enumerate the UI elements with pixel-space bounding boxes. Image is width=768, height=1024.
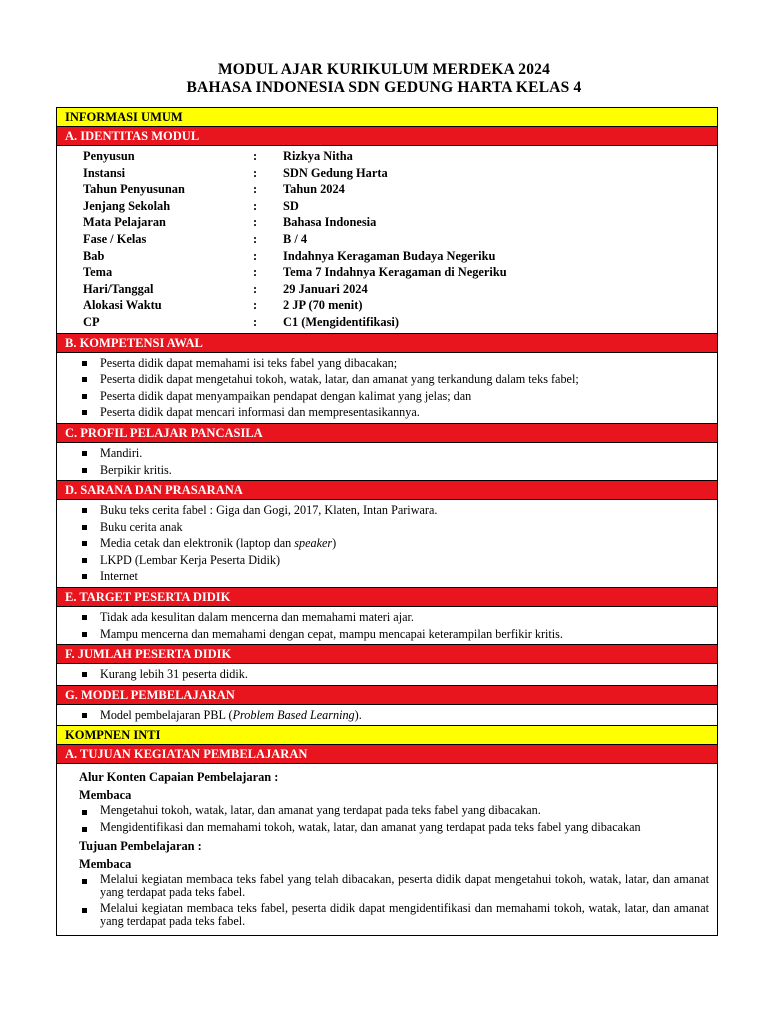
- model-item: Model pembelajaran PBL (Problem Based Learning).: [79, 707, 709, 724]
- identitas-list: [57, 146, 717, 334]
- target-item: Tidak ada kesulitan dalam mencerna dan memahami materi ajar.: [79, 609, 709, 626]
- identitas-key: Bab: [83, 248, 105, 263]
- sarana-item: Buku teks cerita fabel : Giga dan Gogi, 2017, Klaten, Intan Pariwara.: [79, 502, 709, 519]
- identitas-row: [83, 314, 709, 331]
- jumlah-item: Kurang lebih 31 peserta didik.: [79, 666, 709, 683]
- target-item: Mampu mencerna dan memahami dengan cepat, mampu mencapai keterampilan berfikir kritis.: [79, 626, 709, 643]
- module-table: [56, 107, 718, 936]
- identitas-key: Jenjang Sekolah: [83, 198, 171, 213]
- sarana-item: Buku cerita anak: [79, 519, 709, 536]
- identitas-key: Tema: [83, 265, 113, 280]
- kompetensi-item: Peserta didik dapat mengetahui tokoh, watak, latar, dan amanat yang terkandung dalam teks fabel;: [79, 371, 709, 388]
- alur-title: Alur Konten Capaian Pembelajaran :: [79, 770, 279, 785]
- identitas-row: [83, 165, 709, 182]
- identitas-value: Bahasa Indonesia: [283, 215, 377, 230]
- identitas-value: C1 (Mengidentifikasi): [283, 314, 399, 329]
- profil-item: Mandiri.: [79, 445, 709, 462]
- document-title-line1: MODUL AJAR KURIKULUM MERDEKA 2024: [217, 61, 551, 78]
- identitas-row: [83, 248, 709, 265]
- alur-item: Mengetahui tokoh, watak, latar, dan amanat yang terdapat pada teks fabel yang dibacakan.: [79, 804, 709, 817]
- identitas-row: [83, 297, 709, 314]
- model-box: [57, 705, 717, 727]
- identitas-row: [83, 214, 709, 231]
- identitas-colon: :: [253, 231, 258, 246]
- identitas-colon: :: [253, 248, 258, 263]
- identitas-key: CP: [83, 314, 100, 329]
- tujuan-title: Tujuan Pembelajaran :: [79, 839, 202, 854]
- section-informasi-umum: INFORMASI UMUM: [57, 108, 717, 127]
- kompetensi-box: [57, 353, 717, 424]
- identitas-value: SD: [283, 198, 299, 213]
- section-profil-pelajar: C. PROFIL PELAJAR PANCASILA: [57, 424, 717, 443]
- profil-item: Berpikir kritis.: [79, 462, 709, 479]
- identitas-key: Tahun Penyusunan: [83, 182, 185, 197]
- identitas-colon: :: [253, 198, 258, 213]
- identitas-row: [83, 281, 709, 298]
- alur-item: Mengidentifikasi dan memahami tokoh, watak, latar, dan amanat yang terdapat pada teks fabel yang dibacakan: [79, 821, 709, 834]
- identitas-key: Hari/Tanggal: [83, 281, 154, 296]
- tujuan-box: [57, 764, 717, 936]
- profil-box: [57, 443, 717, 481]
- identitas-key: Penyusun: [83, 149, 135, 163]
- section-tujuan: A. TUJUAN KEGIATAN PEMBELAJARAN: [57, 745, 717, 764]
- kompetensi-item: Peserta didik dapat menyampaikan pendapat dengan kalimat yang jelas; dan: [79, 388, 709, 405]
- identitas-value: Tema 7 Indahnya Keragaman di Negeriku: [283, 265, 507, 280]
- identitas-value: B / 4: [283, 231, 308, 246]
- document-title-line2: BAHASA INDONESIA SDN GEDUNG HARTA KELAS 4: [186, 79, 582, 96]
- identitas-value: 29 Januari 2024: [283, 281, 368, 296]
- identitas-colon: :: [253, 298, 258, 313]
- identitas-key: Instansi: [83, 165, 126, 180]
- identitas-value: Rizkya Nitha: [283, 149, 353, 163]
- identitas-row: [83, 198, 709, 215]
- section-kompetensi-awal: B. KOMPETENSI AWAL: [57, 334, 717, 353]
- sarana-item: Media cetak dan elektronik (laptop dan speaker): [79, 535, 709, 552]
- identitas-colon: :: [253, 265, 258, 280]
- section-identitas-modul: A. IDENTITAS MODUL: [57, 127, 717, 146]
- identitas-colon: :: [253, 314, 258, 329]
- kompetensi-item: Peserta didik dapat mencari informasi dan mempresentasikannya.: [79, 404, 709, 421]
- section-model: G. MODEL PEMBELAJARAN: [57, 686, 717, 705]
- identitas-row: [83, 148, 709, 165]
- identitas-colon: :: [253, 165, 258, 180]
- tujuan-item: Melalui kegiatan membaca teks fabel, peserta didik dapat mengidentifikasi dan memahami tokoh, watak, latar, dan amanat yang terdapat pada teks fabel.: [79, 902, 709, 927]
- section-sarana: D. SARANA DAN PRASARANA: [57, 481, 717, 500]
- identitas-value: SDN Gedung Harta: [283, 165, 388, 180]
- target-box: [57, 607, 717, 645]
- section-jumlah: F. JUMLAH PESERTA DIDIK: [57, 645, 717, 664]
- sarana-box: [57, 500, 717, 588]
- tujuan-item: Melalui kegiatan membaca teks fabel yang telah dibacakan, peserta didik dapat mengetahui tokoh, watak, latar, dan amanat yang terdapat pada teks fabel.: [79, 873, 709, 898]
- identitas-row: [83, 264, 709, 281]
- kompetensi-item: Peserta didik dapat memahami isi teks fabel yang dibacakan;: [79, 355, 709, 372]
- sarana-item: Internet: [79, 568, 709, 585]
- identitas-key: Fase / Kelas: [83, 231, 147, 246]
- identitas-colon: :: [253, 182, 258, 197]
- identitas-key: Mata Pelajaran: [83, 215, 166, 230]
- identitas-colon: :: [253, 149, 258, 163]
- section-target: E. TARGET PESERTA DIDIK: [57, 588, 717, 607]
- jumlah-box: [57, 664, 717, 686]
- identitas-row: [83, 231, 709, 248]
- membaca-label: Membaca: [79, 788, 132, 803]
- identitas-colon: :: [253, 215, 258, 230]
- identitas-row: [83, 181, 709, 198]
- identitas-value: Indahnya Keragaman Budaya Negeriku: [283, 248, 496, 263]
- membaca-label: Membaca: [79, 857, 132, 872]
- identitas-value: 2 JP (70 menit): [283, 298, 363, 313]
- identitas-value: Tahun 2024: [283, 182, 345, 197]
- identitas-colon: :: [253, 281, 258, 296]
- sarana-item: LKPD (Lembar Kerja Peserta Didik): [79, 552, 709, 569]
- section-komponen-inti: KOMPNEN INTI: [57, 726, 717, 745]
- identitas-key: Alokasi Waktu: [83, 298, 162, 313]
